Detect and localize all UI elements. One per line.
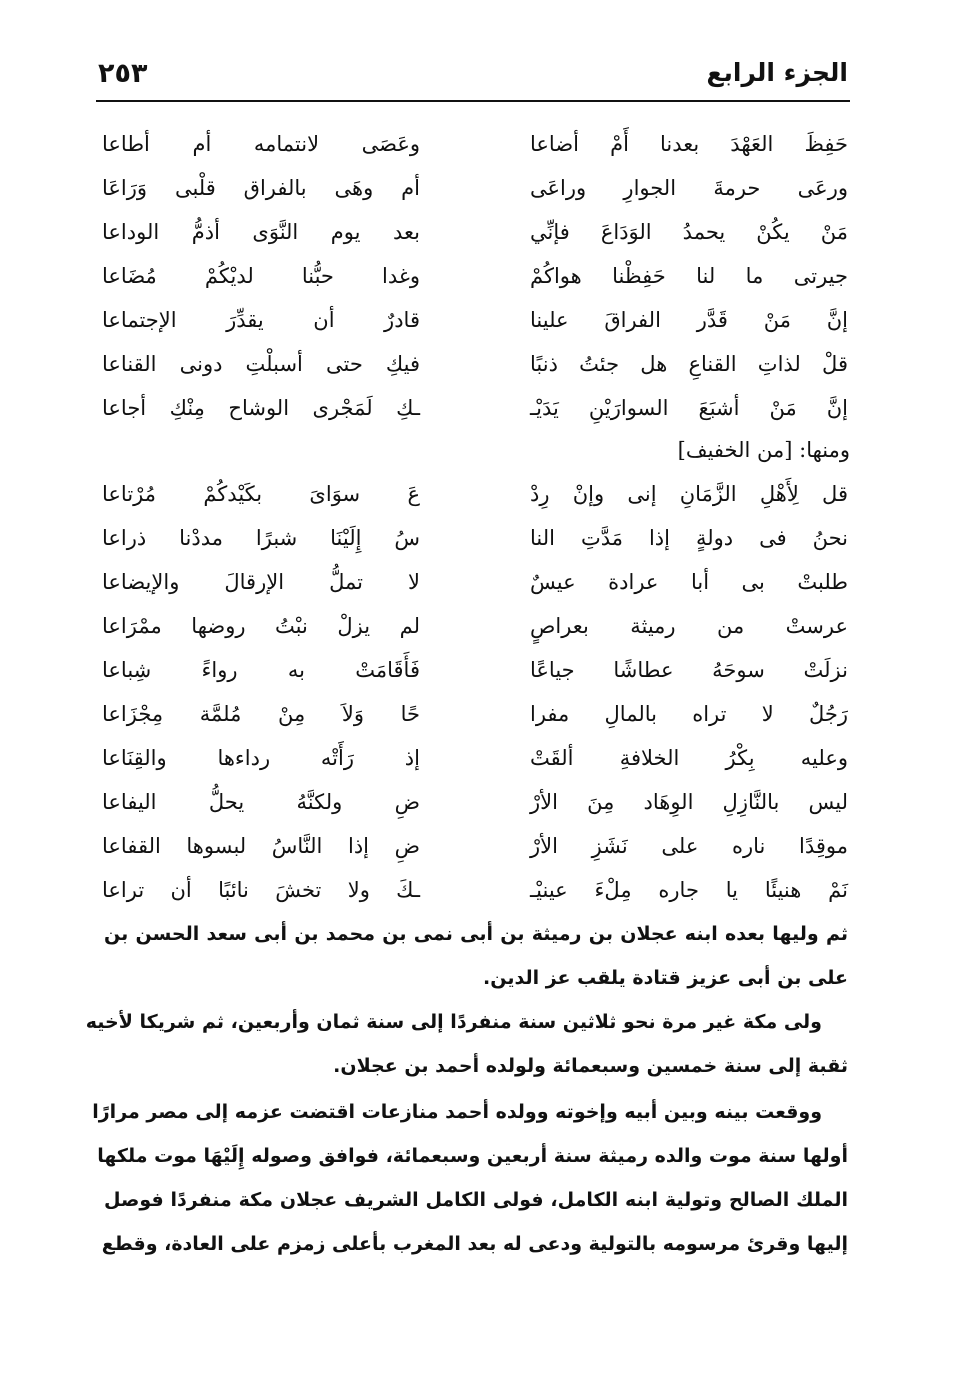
hemistich-first: إنَّ مَنْ أشبَعَ السوارَيْنِ يَدَيْـ bbox=[530, 396, 848, 420]
prose-line-2: على بن أبى عزيز قتادة يلقب عز الدين. bbox=[483, 967, 848, 989]
hemistich-second: ـكِ لَمَجْرى الوشاح مِنْكِ أجاعا bbox=[102, 396, 420, 420]
hemistich-first: حَفِظَ العَهْدَ بعدنا أَمْ أضاعا bbox=[530, 132, 848, 156]
hemistich-first: جيرتى ما لنا حَفِظْنا هواكُمْ bbox=[530, 264, 848, 288]
prose-line-5: ووقعت بينه وبين أبيه وإخوته وولده أحمد منازعات اقتضت عزمه إلى مصر مرارًا bbox=[92, 1101, 822, 1123]
verse-2-7 bbox=[100, 736, 848, 780]
hemistich-first: نَمْ هنيئًا يا جاره مِلْءَ عينيْـ bbox=[530, 878, 848, 902]
prose-line-7: الملك الصالح وتولية ابنه الكامل، فولى الكامل الشريف عجلان مكة منفردًا فوصل bbox=[104, 1189, 848, 1211]
prose-line-1: ثم وليها بعده ابنه عجلان بن رميثة بن أبى نمى بن محمد بن أبى سعد الحسن بن bbox=[104, 923, 848, 945]
verse-1-7 bbox=[100, 386, 848, 430]
hemistich-second: وعَصَى لانتمامه أم أطاعا bbox=[102, 132, 420, 156]
verse-2-5 bbox=[100, 648, 848, 692]
hemistich-second: عَ سوَاىَ بكَيْدكُمْ مُرْتاعا bbox=[102, 482, 420, 506]
hemistich-second: فَأَقَامَتْ به رواءً شِباعا bbox=[102, 658, 420, 682]
hemistich-first: رَجُلٌ لا تراه بالمالِ مفرا bbox=[530, 702, 848, 726]
hemistich-second: ضِ ولكنَّهُ يحلُّ اليفاعا bbox=[102, 790, 420, 814]
hemistich-second: ضِ إذا النَّاسُ لبسوها القفاعا bbox=[102, 834, 420, 858]
running-head bbox=[96, 58, 850, 102]
hemistich-first: وعليه بِكْرُ الخلافةِ ألقَتْ bbox=[530, 746, 848, 770]
verse-1-6 bbox=[100, 342, 848, 386]
verse-2-6 bbox=[100, 692, 848, 736]
hemistich-first: نزلَتْ سوحَهُ عطاشًا جياعًا bbox=[530, 658, 848, 682]
hemistich-second: إذ رَأَتْه رداءها والقِنَاعا bbox=[102, 746, 420, 770]
hemistich-second: بعد يوم النَّوَى أذمُّ الوداعا bbox=[102, 220, 420, 244]
hemistich-first: موقِدًا ناره على نَشَزِ الأرْ bbox=[530, 834, 848, 858]
verse-1-5 bbox=[100, 298, 848, 342]
verse-1-4 bbox=[100, 254, 848, 298]
hemistich-first: إنَّ مَنْ قَدَّر الفراقَ علينا bbox=[530, 308, 848, 332]
verse-1-1 bbox=[100, 122, 848, 166]
hemistich-first: عرستْ من رميثة بعراصٍ bbox=[530, 614, 848, 638]
hemistich-second: أم وهَى بالفراق قلْبى وَرَاعَا bbox=[102, 176, 420, 200]
hemistich-second: وغدا حبُّنا لديْكُمْ مُضَاعا bbox=[102, 264, 420, 288]
verse-2-8 bbox=[100, 780, 848, 824]
section-label: ومنها: [من الخفيف] bbox=[677, 438, 850, 462]
verse-2-1 bbox=[100, 472, 848, 516]
verse-2-4 bbox=[100, 604, 848, 648]
hemistich-first: قل لِأَهْلِ الزَّمَانِ إنى وإنْ رِدْ bbox=[530, 482, 848, 506]
hemistich-second: لم يزلْ نبْتُ روضها ممْرَاعا bbox=[102, 614, 420, 638]
hemistich-second: ـكَ ولا تخشَ نائبًا أن تراعا bbox=[102, 878, 420, 902]
hemistich-first: قلْ لذاتِ القناعِ هل جئتُ ذنبًا bbox=[530, 352, 848, 376]
verse-1-3 bbox=[100, 210, 848, 254]
hemistich-first: ليس بالنَّازِلِ الوِهَاد مِنَ الأرْ bbox=[530, 790, 848, 814]
verse-2-2 bbox=[100, 516, 848, 560]
hemistich-second: لا تملُّ الإرقالَ والإيضاعا bbox=[102, 570, 420, 594]
hemistich-first: مَنْ يكُنْ يحمدُ الوَدَاعَ فإنِّي bbox=[530, 220, 848, 244]
running-title: الجزء الرابع bbox=[706, 58, 848, 87]
hemistich-first: طلبتْ بى أبا عرادة عيسٌ bbox=[530, 570, 848, 594]
hemistich-second: فيكِ حتى أسبلْتِ دونى القناعا bbox=[102, 352, 420, 376]
hemistich-first: نحنُ فى دولةٍ إذا مَدَّتِ النا bbox=[530, 526, 848, 550]
hemistich-first: ورعَى حرمةَ الجوارِ وراعَى bbox=[530, 176, 848, 200]
prose-line-4: ثقبة إلى سنة خمسين وسبعمائة ولولده أحمد بن عجلان. bbox=[333, 1055, 848, 1077]
hemistich-second: حًا وَلاَ مِنْ مُلمَّة مِجْزَاعا bbox=[102, 702, 420, 726]
hemistich-second: سُ إِلَيْنَا شبرًا مددْنا ذراعا bbox=[102, 526, 420, 550]
verse-1-2 bbox=[100, 166, 848, 210]
prose-line-6: أولها سنة موت والده رميثة سنة أربعين وسبعمائة، فوافق وصوله إِلَيْهَا موت ملكها bbox=[97, 1145, 848, 1167]
verse-2-3 bbox=[100, 560, 848, 604]
verse-2-10 bbox=[100, 868, 848, 912]
page-number: ٢٥٣ bbox=[98, 58, 148, 89]
prose-line-3: ولى مكة غير مرة نحو ثلاثين سنة منفردًا إلى سنة ثمان وأربعين، ثم شريكا لأخيه bbox=[85, 1011, 822, 1033]
hemistich-second: قادرٌ أن يقدِّرَ الإجتماعا bbox=[102, 308, 420, 332]
verse-2-9 bbox=[100, 824, 848, 868]
prose-line-8: إليها وقرئ مرسومه بالتولية ودعى له بعد المغرب بأعلى زمزم على العادة، وقطع bbox=[101, 1233, 848, 1255]
